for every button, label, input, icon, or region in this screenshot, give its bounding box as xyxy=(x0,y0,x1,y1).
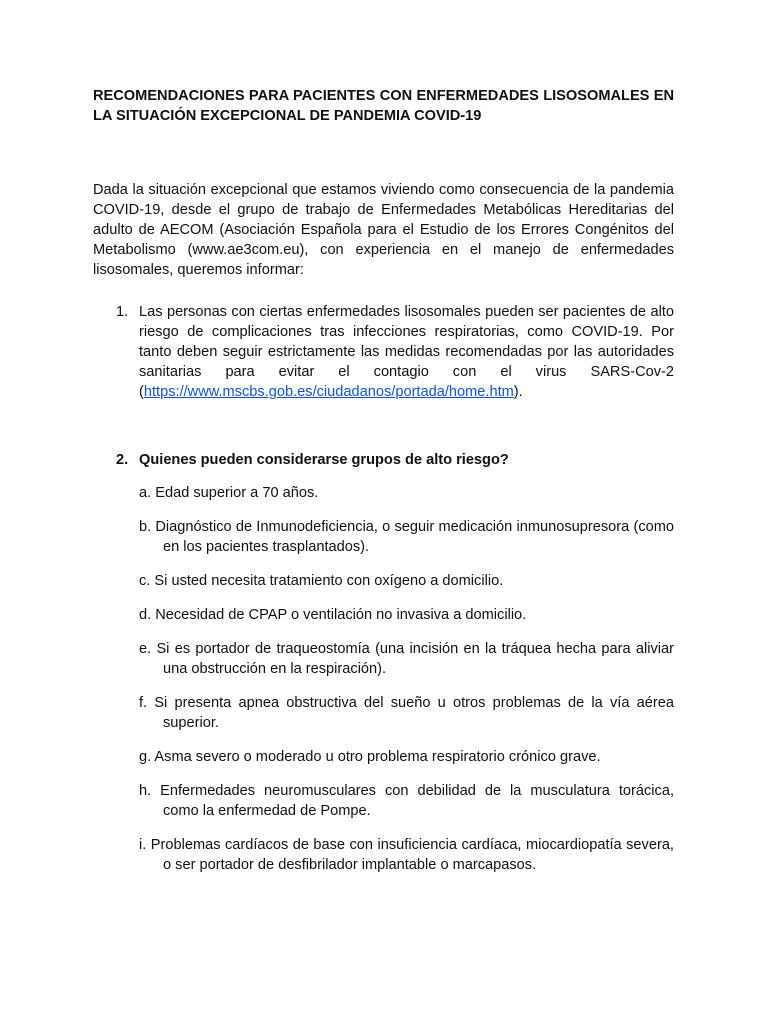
list-item xyxy=(139,483,674,503)
list-item-letter: g. xyxy=(139,749,152,765)
list-item-letter: a. xyxy=(139,485,152,501)
intro-paragraph: Dada la situación excepcional que estamos viviendo como consecuencia de la pandemia COVID-19, desde el grupo de trabajo de Enfermedades Metabólicas Hereditarias del adulto de AECOM (Asociación Española para el Estudio de los Errores Congénitos del Metabolismo (www.ae3com.eu), con experiencia en el manejo de enfermedades lisosomales, queremos informar: xyxy=(93,182,674,278)
list-item-text: Problemas cardíacos de base con insuficiencia cardíaca, miocardiopatía severa, o ser portador de desfibrilador implantable o marcapasos. xyxy=(150,837,674,873)
document-title: RECOMENDACIONES PARA PACIENTES CON ENFERMEDADES LISOSOMALES EN LA SITUACIÓN EXCEPCIONAL DE PANDEMIA COVID-19 xyxy=(93,88,674,124)
document-page xyxy=(93,86,674,889)
list-item-letter: c. xyxy=(139,573,151,589)
list-item-text: Si presenta apnea obstructiva del sueño u otros problemas de la vía aérea superior. xyxy=(154,695,674,731)
list-item-letter: d. xyxy=(139,607,152,623)
list-item-text: Asma severo o moderado u otro problema respiratorio crónico grave. xyxy=(154,749,601,765)
risk-groups-list xyxy=(93,483,674,875)
numbered-item-2 xyxy=(93,450,674,470)
list-item-letter: b. xyxy=(139,519,152,535)
list-item xyxy=(139,571,674,591)
list-item-letter: h. xyxy=(139,783,152,799)
list-item xyxy=(139,517,674,557)
list-item xyxy=(139,747,674,767)
item-1-paren-close: ). xyxy=(513,384,523,400)
list-item xyxy=(139,605,674,625)
health-ministry-link[interactable]: https://www.mscbs.gob.es/ciudadanos/portada/home.htm xyxy=(143,384,514,400)
list-item-text: Enfermedades neuromusculares con debilidad de la musculatura torácica, como la enfermedad de Pompe. xyxy=(160,783,674,819)
list-item-text: Edad superior a 70 años. xyxy=(155,485,319,501)
list-item xyxy=(139,781,674,821)
numbered-item-1 xyxy=(93,302,674,402)
risk-groups-heading: Quienes pueden considerarse grupos de alto riesgo? xyxy=(139,452,509,468)
list-item-letter: i. xyxy=(139,837,147,853)
list-item xyxy=(139,639,674,679)
list-item-text: Si usted necesita tratamiento con oxígeno a domicilio. xyxy=(154,573,504,589)
list-item-text: Diagnóstico de Inmunodeficiencia, o seguir medicación inmunosupresora (como en los pacientes trasplantados). xyxy=(155,519,675,555)
list-item xyxy=(139,835,674,875)
list-item-letter: f. xyxy=(139,695,148,711)
item-1-paren-open: ( xyxy=(139,384,144,400)
item-1-text: Las personas con ciertas enfermedades lisosomales pueden ser pacientes de alto riesgo de complicaciones tras infecciones respiratorias, como COVID-19. Por tanto deben seguir estrictamente las medidas recomendadas por las autoridades sanitarias para evitar el contagio con el virus SARS-Cov-2 xyxy=(139,304,674,380)
list-item-text: Necesidad de CPAP o ventilación no invasiva a domicilio. xyxy=(155,607,527,623)
list-item xyxy=(139,693,674,733)
list-item-text: Si es portador de traqueostomía (una incisión en la tráquea hecha para aliviar una obstrucción en la respiración). xyxy=(156,641,674,677)
item-number: 1. xyxy=(116,304,129,320)
item-number: 2. xyxy=(116,452,129,468)
list-item-letter: e. xyxy=(139,641,152,657)
